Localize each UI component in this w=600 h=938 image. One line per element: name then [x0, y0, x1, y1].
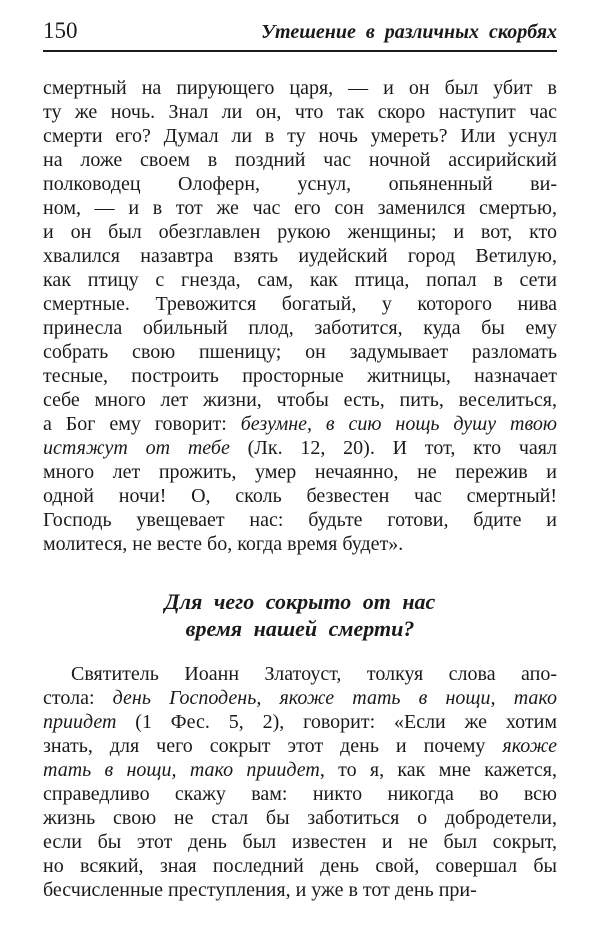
- text-line: [43, 220, 557, 244]
- section-heading: [43, 588, 557, 642]
- body-text: справедливо скажу вам: никто никогда во всю: [43, 783, 557, 805]
- text-line: [43, 316, 557, 340]
- text-line: [43, 460, 557, 484]
- text-line: [43, 244, 557, 268]
- text-line: [43, 734, 557, 758]
- text-line: [43, 436, 557, 460]
- body-text: как птицу с гнезда, сам, как птица, попал в сети: [43, 269, 557, 291]
- body-text: смертный на пирующего царя, — и он был убит в: [43, 77, 557, 99]
- body-text: , то я, как мне кажется,: [319, 759, 558, 781]
- text-line: [43, 268, 557, 292]
- text-line: [43, 364, 557, 388]
- body-text: тесные, построить просторные житницы, назначает: [43, 365, 557, 387]
- text-line: [43, 124, 557, 148]
- body-text: (Лк. 12, 20). И тот, кто чаял: [229, 437, 557, 459]
- italic-text: якоже: [502, 735, 557, 757]
- text-line: [43, 806, 557, 830]
- text-line: [43, 292, 557, 316]
- body-text: на ложе своем в поздний час ночной ассирийский: [43, 149, 557, 171]
- page-number: 150: [43, 18, 78, 43]
- text-line: [43, 854, 557, 878]
- text-line: [43, 532, 557, 556]
- text-line: [43, 340, 557, 364]
- text-line: [43, 662, 557, 686]
- page-header: [43, 18, 557, 50]
- body-text: жизнь свою не стал бы заботиться о добродетели,: [43, 807, 557, 829]
- body-text: одной ночи! О, сколь безвестен час смертный!: [43, 485, 557, 507]
- italic-text: тать в нощи, тако приидет: [43, 759, 320, 781]
- body-text: принесла обильный плод, заботится, куда бы ему: [43, 317, 557, 339]
- body-text: Святитель Иоанн Златоуст, толкуя слова апо-: [71, 663, 557, 685]
- text-line: [43, 686, 557, 710]
- body-text: Господь увещевает нас: будьте готови, бдите и: [43, 509, 557, 531]
- text-line: [43, 878, 557, 902]
- body-text: смертные. Тревожится богатый, у которого нива: [43, 293, 557, 315]
- italic-text: безумне, в сию нощь душу твою: [240, 413, 557, 435]
- section-heading-line: Для чего сокрыто от нас: [164, 589, 436, 614]
- text-line: [43, 782, 557, 806]
- body-text: много лет прожить, умер нечаянно, не пережив и: [43, 461, 557, 483]
- text-line: [43, 412, 557, 436]
- body-text: хвалился назавтра взять иудейский город Ветилую,: [43, 245, 557, 267]
- body-text: знать, для чего сокрыт этот день и почему: [43, 735, 503, 757]
- body-text: собрать свою пшеницу; он задумывает разломать: [43, 341, 557, 363]
- body-text: а Бог ему говорит:: [43, 413, 241, 435]
- page-body: [43, 76, 557, 902]
- text-line: [43, 388, 557, 412]
- body-text: если бы этот день был известен и не был сокрыт,: [43, 831, 557, 853]
- body-text: бесчисленные преступления, и уже в тот день при-: [43, 879, 477, 901]
- section-heading-line: время нашей смерти?: [185, 616, 415, 641]
- text-line: [43, 758, 557, 782]
- text-line: [43, 830, 557, 854]
- header-rule: [43, 50, 557, 52]
- body-text: себе много лет жизни, чтобы есть, пить, веселиться,: [43, 389, 557, 411]
- body-text: стола:: [43, 687, 113, 709]
- italic-text: приидет: [43, 711, 117, 733]
- italic-text: день Господень, якоже тать в нощи, тако: [112, 687, 557, 709]
- text-line: [43, 100, 557, 124]
- paragraph: [43, 76, 557, 556]
- running-title: Утешение в различных скорбях: [261, 21, 557, 43]
- body-text: молитеся, не весте бо, когда время будет».: [43, 533, 404, 555]
- text-line: [43, 148, 557, 172]
- text-line: [43, 172, 557, 196]
- text-line: [43, 508, 557, 532]
- paragraph: [43, 662, 557, 902]
- body-text: полководец Олоферн, уснул, опьяненный ви-: [43, 173, 557, 195]
- body-text: (1 Фес. 5, 2), говорит: «Если же хотим: [116, 711, 557, 733]
- body-text: и он был обезглавлен рукою женщины; и вот, кто: [43, 221, 557, 243]
- body-text: ном, — и в тот же час его сон заменился смертью,: [43, 197, 557, 219]
- body-text: но всякий, зная последний день свой, совершал бы: [43, 855, 557, 877]
- text-line: [43, 710, 557, 734]
- italic-text: истяжут от тебе: [43, 437, 230, 459]
- text-line: [43, 484, 557, 508]
- text-line: [43, 76, 557, 100]
- body-text: ту же ночь. Знал ли он, что так скоро наступит час: [43, 101, 557, 123]
- body-text: смерти его? Думал ли в ту ночь умереть? Или уснул: [43, 125, 557, 147]
- text-line: [43, 196, 557, 220]
